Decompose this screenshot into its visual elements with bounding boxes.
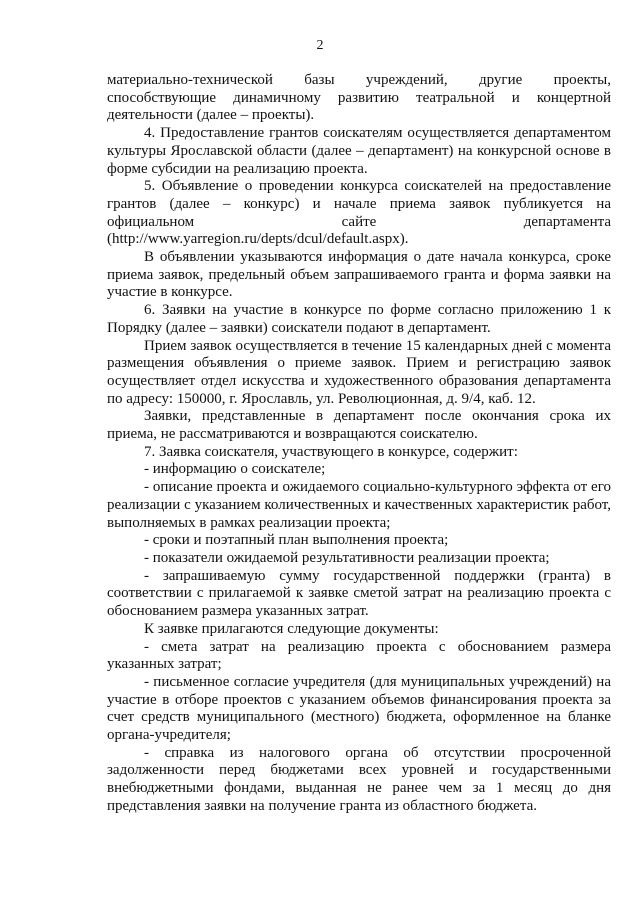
paragraph: В объявлении указываются информация о дате начала конкурса, сроке приема заявок, предельный объем запрашиваемого гранта и форма заявки на участие в конкурсе. (107, 249, 611, 301)
list-item: - смета затрат на реализацию проекта с обоснованием размера указанных затрат; (107, 638, 611, 673)
list-item: - сроки и поэтапный план выполнения проекта; (144, 532, 449, 549)
document-body (107, 72, 611, 816)
paragraph: материально-технической базы учреждений, другие проекты, способствующие динамичному развитию театральной и концертной деятельности (далее – проекты). (107, 72, 611, 124)
page-number: 2 (316, 38, 324, 53)
paragraph: 5. Объявление о проведении конкурса соискателей на предоставление грантов (далее – конкурс) и начале приема заявок публикуется на официальном сайте департамента (http://www.yarregion.ru/depts/dcul/default.aspx). (107, 178, 611, 248)
list-item: - запрашиваемую сумму государственной поддержки (гранта) в соответствии с прилагаемой к заявке сметой затрат на реализацию проекта с обоснованием размера указанных затрат. (107, 567, 611, 620)
paragraph: Заявки, представленные в департамент после окончания срока их приема, не рассматриваются и возвращаются соискателю. (107, 408, 611, 443)
list-item: - информацию о соискателе; (144, 461, 326, 478)
paragraph: 4. Предоставление грантов соискателям осуществляется департаментом культуры Ярославской области (далее – департамент) на конкурсной основе в форме субсидии на реализацию проекта. (107, 125, 611, 177)
paragraph: 7. Заявка соискателя, участвующего в конкурсе, содержит: (144, 443, 518, 460)
paragraph: 6. Заявки на участие в конкурсе по форме согласно приложению 1 к Порядку (далее – заявки) соискатели подают в департамент. (107, 302, 611, 336)
paragraph: Прием заявок осуществляется в течение 15 календарных дней с момента размещения объявления о приеме заявок. Прием и регистрацию заявок осуществляет отдел искусства и художественного образования департамента по адресу: 150000, г. Ярославль, ул. Революционная, д. 9/4, каб. 12. (107, 337, 611, 407)
list-item: - показатели ожидаемой результативности реализации проекта; (144, 549, 550, 566)
list-item: - письменное согласие учредителя (для муниципальных учреждений) на участие в отборе проектов с указанием объемов финансирования проекта за счет средств муниципального (местного) бюджета, оформленное на бланке органа-учредителя; (107, 673, 611, 744)
paragraph: К заявке прилагаются следующие документы: (144, 620, 439, 637)
list-item: - справка из налогового органа об отсутствии просроченной задолженности перед бюджетами всех уровней и государственными внебюджетными фондами, выданная не ранее чем за 1 месяц до дня представления заявки на получение гранта из областного бюджета. (107, 744, 611, 814)
list-item: - описание проекта и ожидаемого социально-культурного эффекта от его реализации с указанием количественных и качественных характеристик работ, выполняемых в рамках реализации проекта; (107, 479, 611, 531)
